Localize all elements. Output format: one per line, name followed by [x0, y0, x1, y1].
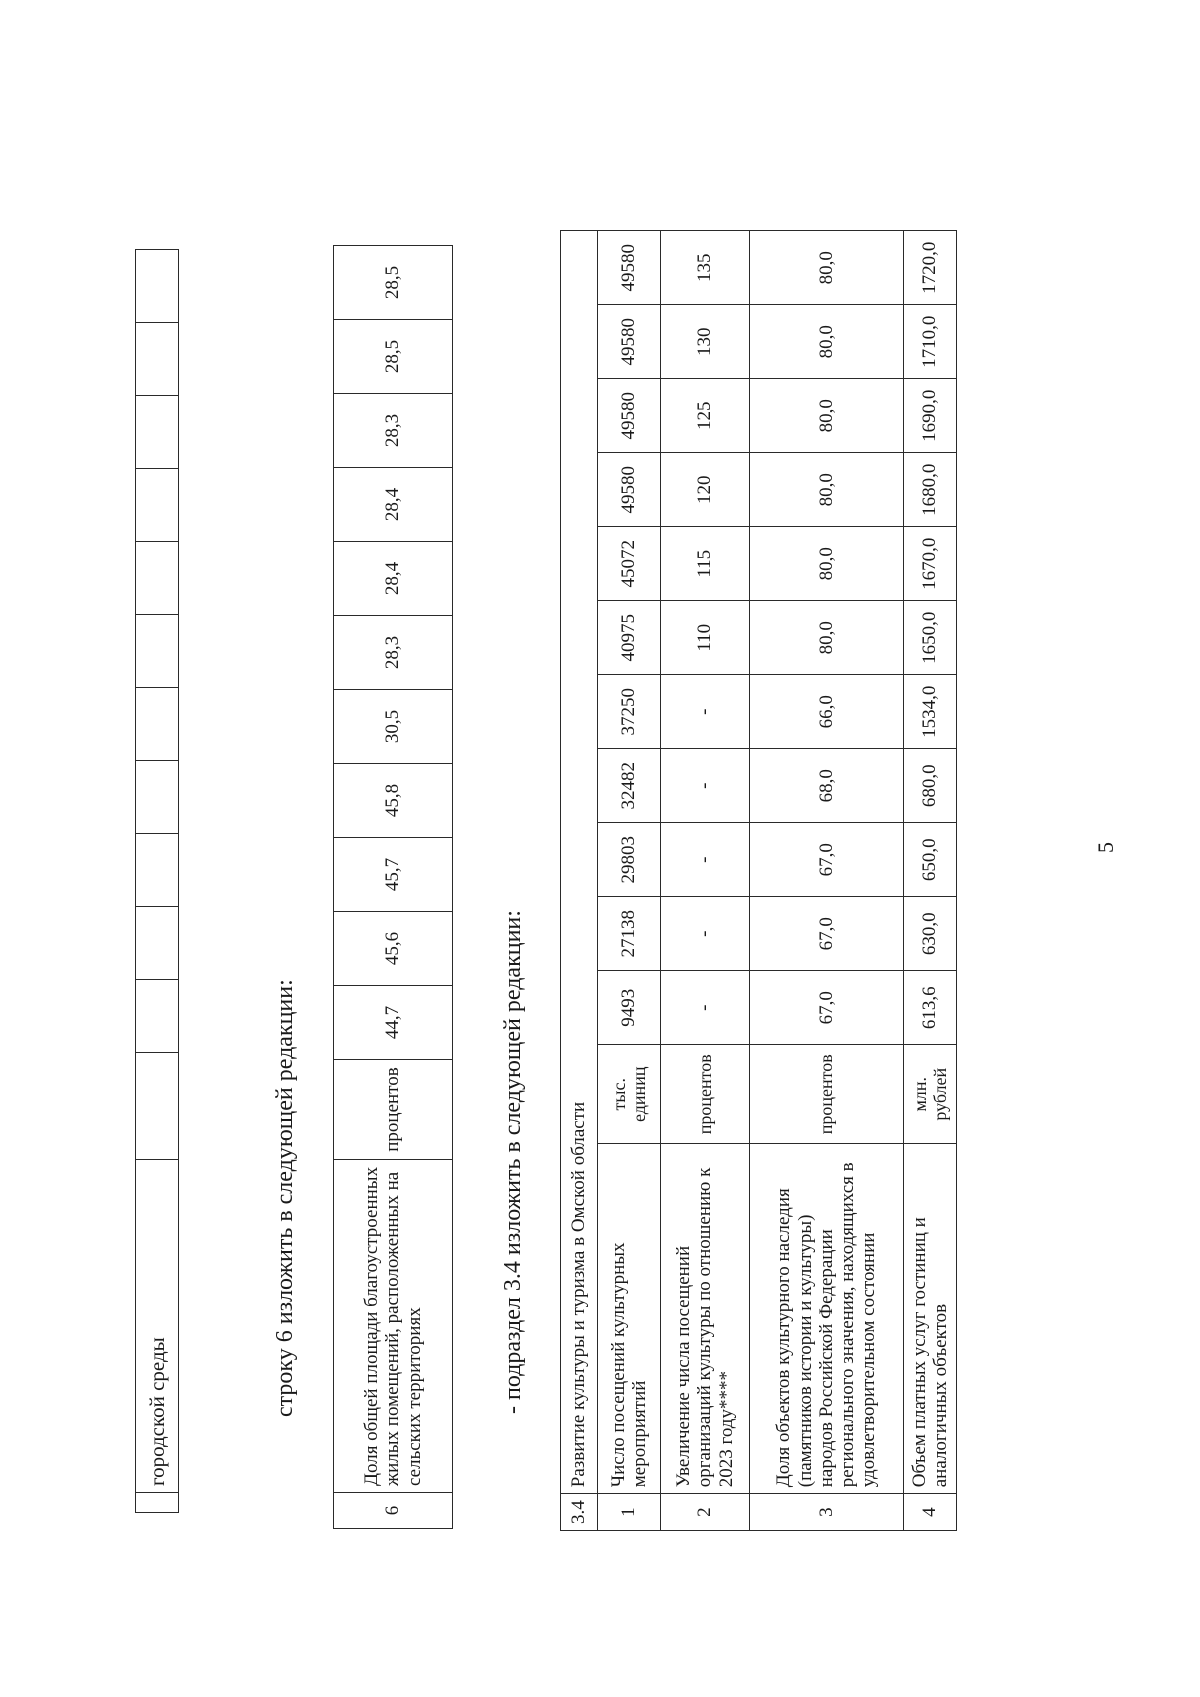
table-section-3-4 [560, 230, 957, 1531]
value-cell: 1690,0 [904, 379, 957, 453]
value-cell: 80,0 [750, 305, 904, 379]
value-cell: 110 [661, 601, 750, 675]
row-label: Объем платных услуг гостиниц и аналогичных объектов [904, 1144, 957, 1494]
value-cell: 30,5 [334, 690, 453, 764]
table-row [136, 250, 179, 1513]
section-header-row [561, 231, 598, 1531]
value-cell: 66,0 [750, 675, 904, 749]
value-cell: 1680,0 [904, 453, 957, 527]
value-cell: - [661, 749, 750, 823]
value-cell: 45072 [598, 527, 661, 601]
row-unit: млн. рублей [904, 1045, 957, 1144]
row-label: Число посещений культурных мероприятий [598, 1144, 661, 1494]
row-number: 1 [598, 1494, 661, 1531]
value-cell: 130 [661, 305, 750, 379]
value-cell: 1720,0 [904, 231, 957, 305]
value-cell: 80,0 [750, 453, 904, 527]
value-cell: 1534,0 [904, 675, 957, 749]
value-cell: 115 [661, 527, 750, 601]
value-cell: 125 [661, 379, 750, 453]
table-row [598, 231, 661, 1531]
row-label: городской среды [136, 1160, 179, 1493]
value-cell: 29803 [598, 823, 661, 897]
value-cell: 49580 [598, 379, 661, 453]
value-cell: 67,0 [750, 971, 904, 1045]
value-cell: 650,0 [904, 823, 957, 897]
value-cell: 80,0 [750, 527, 904, 601]
value-cell: 28,3 [334, 616, 453, 690]
row-number: 4 [904, 1494, 957, 1531]
table-row6 [333, 245, 453, 1529]
value-cell: 45,6 [334, 912, 453, 986]
value-cell: 28,5 [334, 246, 453, 320]
value-cell: 28,4 [334, 542, 453, 616]
value-cell: - [661, 823, 750, 897]
value-cell: 135 [661, 231, 750, 305]
value-cell: 28,4 [334, 468, 453, 542]
value-cell: 49580 [598, 453, 661, 527]
value-cell: 32482 [598, 749, 661, 823]
row-label: Доля объектов культурного наследия (памятников истории и культуры) народов Российской Федерации регионального значения, находящихся в удовлетворительном состоянии [750, 1144, 904, 1494]
row-unit: процентов [334, 1060, 453, 1160]
value-cell: 1710,0 [904, 305, 957, 379]
value-cell: 45,7 [334, 838, 453, 912]
section-title: Развитие культуры и туризма в Омской области [561, 231, 598, 1494]
page-number: 5 [1093, 842, 1118, 853]
heading-row6: строку 6 изложить в следующей редакции: [272, 979, 298, 1417]
table-row [334, 246, 453, 1529]
row-label: Увеличение числа посещений организаций культуры по отношению к 2023 году**** [661, 1144, 750, 1494]
value-cell: - [661, 971, 750, 1045]
value-cell: 28,5 [334, 320, 453, 394]
value-cell: 613,6 [904, 971, 957, 1045]
value-cell: 120 [661, 453, 750, 527]
section-number: 3.4 [561, 1494, 598, 1531]
value-cell: 27138 [598, 897, 661, 971]
row-number: 6 [334, 1493, 453, 1529]
table-row [904, 231, 957, 1531]
value-cell: 68,0 [750, 749, 904, 823]
table-continuation [135, 249, 179, 1513]
row-unit: тыс. единиц [598, 1045, 661, 1144]
value-cell: 40975 [598, 601, 661, 675]
value-cell: 680,0 [904, 749, 957, 823]
table-cell [136, 1493, 179, 1513]
row-label: Доля общей площади благоустроенных жилых помещений, расположенных на сельских территориях [334, 1160, 453, 1493]
value-cell: - [661, 897, 750, 971]
row-unit: процентов [661, 1045, 750, 1144]
value-cell: 1670,0 [904, 527, 957, 601]
value-cell: 1650,0 [904, 601, 957, 675]
row-number: 2 [661, 1494, 750, 1531]
row-unit: процентов [750, 1045, 904, 1144]
table-row [661, 231, 750, 1531]
value-cell: 80,0 [750, 601, 904, 675]
value-cell: 9493 [598, 971, 661, 1045]
value-cell: 44,7 [334, 986, 453, 1060]
value-cell: 80,0 [750, 231, 904, 305]
value-cell: 37250 [598, 675, 661, 749]
value-cell: 45,8 [334, 764, 453, 838]
value-cell: 67,0 [750, 897, 904, 971]
value-cell: 28,3 [334, 394, 453, 468]
row-number: 3 [750, 1494, 904, 1531]
heading-section: - подраздел 3.4 изложить в следующей редакции: [500, 910, 526, 1414]
value-cell: 67,0 [750, 823, 904, 897]
value-cell: 49580 [598, 305, 661, 379]
value-cell: 630,0 [904, 897, 957, 971]
value-cell: 49580 [598, 231, 661, 305]
table-row [750, 231, 904, 1531]
value-cell: - [661, 675, 750, 749]
value-cell: 80,0 [750, 379, 904, 453]
